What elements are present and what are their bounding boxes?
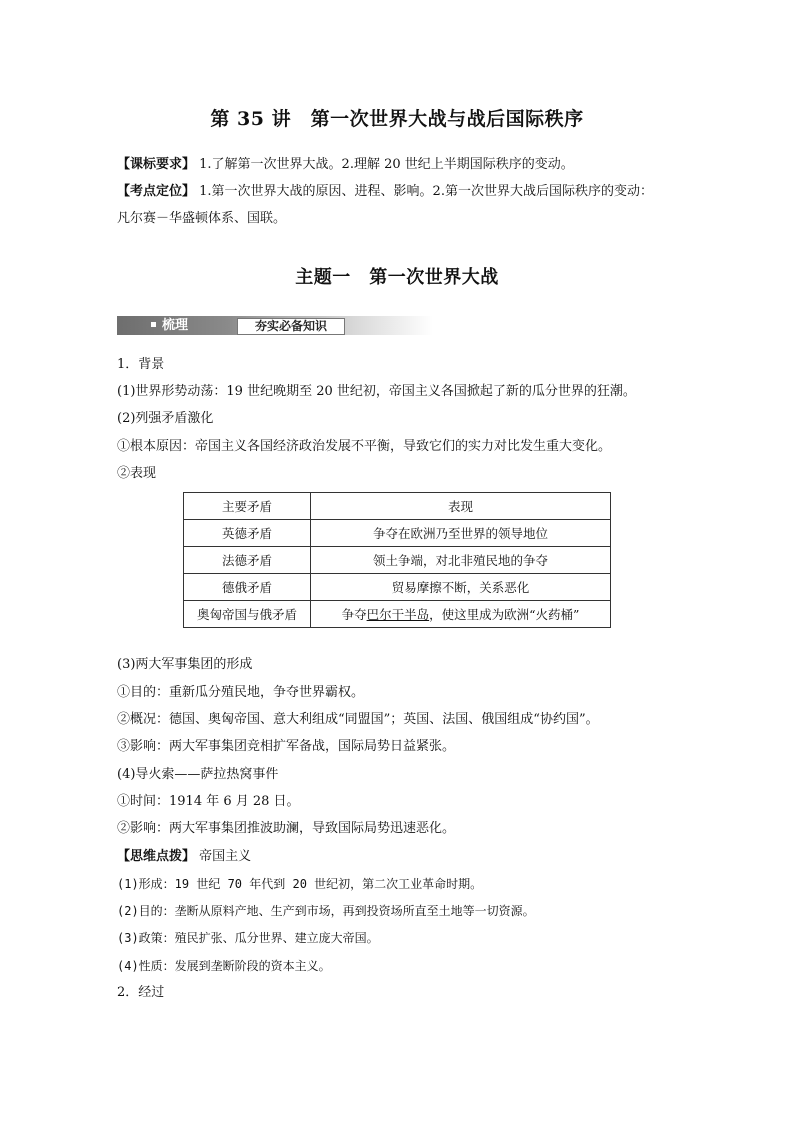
focus-text-line2: 凡尔赛－华盛顿体系、国联。 bbox=[117, 211, 287, 226]
table-header-cell: 主要矛盾 bbox=[184, 493, 311, 520]
table-row bbox=[184, 601, 611, 628]
table-cell: 贸易摩擦不断，关系恶化 bbox=[311, 574, 611, 601]
paragraph: (3)两大军事集团的形成 bbox=[117, 657, 253, 672]
lesson-title: 第 35 讲 第一次世界大战与战后国际秩序 bbox=[210, 108, 584, 130]
table-cell: 争夺巴尔干半岛，使这里成为欧洲“火药桶” bbox=[311, 601, 611, 628]
focus-text-line1: 1.第一次世界大战的原因、进程、影响。2.第一次世界大战后国际秩序的变动： bbox=[199, 184, 653, 199]
standard-text: 1.了解第一次世界大战。2.理解 20 世纪上半期国际秩序的变动。 bbox=[199, 157, 574, 172]
table-row bbox=[184, 520, 611, 547]
underlined-term: 巴尔干半岛 bbox=[366, 607, 430, 622]
banner-sublabel: 夯实必备知识 bbox=[237, 318, 345, 335]
tip-line: (3)政策：殖民扩张、瓜分世界、建立庞大帝国。 bbox=[117, 931, 379, 945]
table-header-row bbox=[184, 493, 611, 520]
paragraph: ③影响：两大军事集团竞相扩军备战，国际局势日益紧张。 bbox=[117, 739, 456, 754]
table-cell: 法德矛盾 bbox=[184, 547, 311, 574]
banner-label: 梳理 bbox=[117, 316, 235, 335]
thinking-tip bbox=[117, 849, 677, 865]
table-cell: 英德矛盾 bbox=[184, 520, 311, 547]
table-row bbox=[184, 547, 611, 574]
paragraph: ①根本原因：帝国主义各国经济政治发展不平衡，导致它们的实力对比发生重大变化。 bbox=[117, 439, 612, 454]
paragraph: (2)列强矛盾激化 bbox=[117, 411, 214, 426]
conflicts-table bbox=[183, 492, 611, 628]
paragraph: ②表现 bbox=[117, 466, 157, 481]
paragraph: ①时间：1914 年 6 月 28 日。 bbox=[117, 794, 300, 809]
section-title: 主题一 第一次世界大战 bbox=[295, 267, 499, 288]
tip-tag: 【思维点拨】 bbox=[117, 849, 196, 864]
tip-title: 帝国主义 bbox=[199, 849, 252, 864]
table-header-cell: 表现 bbox=[311, 493, 611, 520]
tip-line: (2)目的：垄断从原料产地、生产到市场，再到投资场所直至土地等一切资源。 bbox=[117, 904, 535, 918]
heading-background: 1．背景 bbox=[117, 357, 165, 372]
table-row bbox=[184, 574, 611, 601]
table-cell: 奥匈帝国与俄矛盾 bbox=[184, 601, 311, 628]
table-cell: 争夺在欧洲乃至世界的领导地位 bbox=[311, 520, 611, 547]
tip-line: (1)形成：19 世纪 70 年代到 20 世纪初，第二次工业革命时期。 bbox=[117, 877, 483, 891]
focus-tag: 【考点定位】 bbox=[117, 184, 196, 199]
paragraph: ②影响：两大军事集团推波助澜，导致国际局势迅速恶化。 bbox=[117, 821, 456, 836]
section-banner bbox=[117, 314, 433, 338]
curriculum-standard bbox=[117, 157, 677, 173]
exam-focus bbox=[117, 184, 677, 200]
paragraph: ①目的：重新瓜分殖民地，争夺世界霸权。 bbox=[117, 685, 365, 700]
square-bullet-icon bbox=[151, 322, 156, 327]
paragraph: (1)世界形势动荡：19 世纪晚期至 20 世纪初，帝国主义各国掀起了新的瓜分世界的狂潮。 bbox=[117, 384, 636, 399]
table-cell: 德俄矛盾 bbox=[184, 574, 311, 601]
heading-process: 2．经过 bbox=[117, 985, 165, 1000]
table-cell: 领土争端，对北非殖民地的争夺 bbox=[311, 547, 611, 574]
paragraph: ②概况：德国、奥匈帝国、意大利组成“同盟国”；英国、法国、俄国组成“协约国”。 bbox=[117, 712, 599, 727]
tip-line: (4)性质：发展到垄断阶段的资本主义。 bbox=[117, 959, 331, 973]
standard-tag: 【课标要求】 bbox=[117, 157, 196, 172]
paragraph: (4)导火索——萨拉热窝事件 bbox=[117, 767, 279, 782]
